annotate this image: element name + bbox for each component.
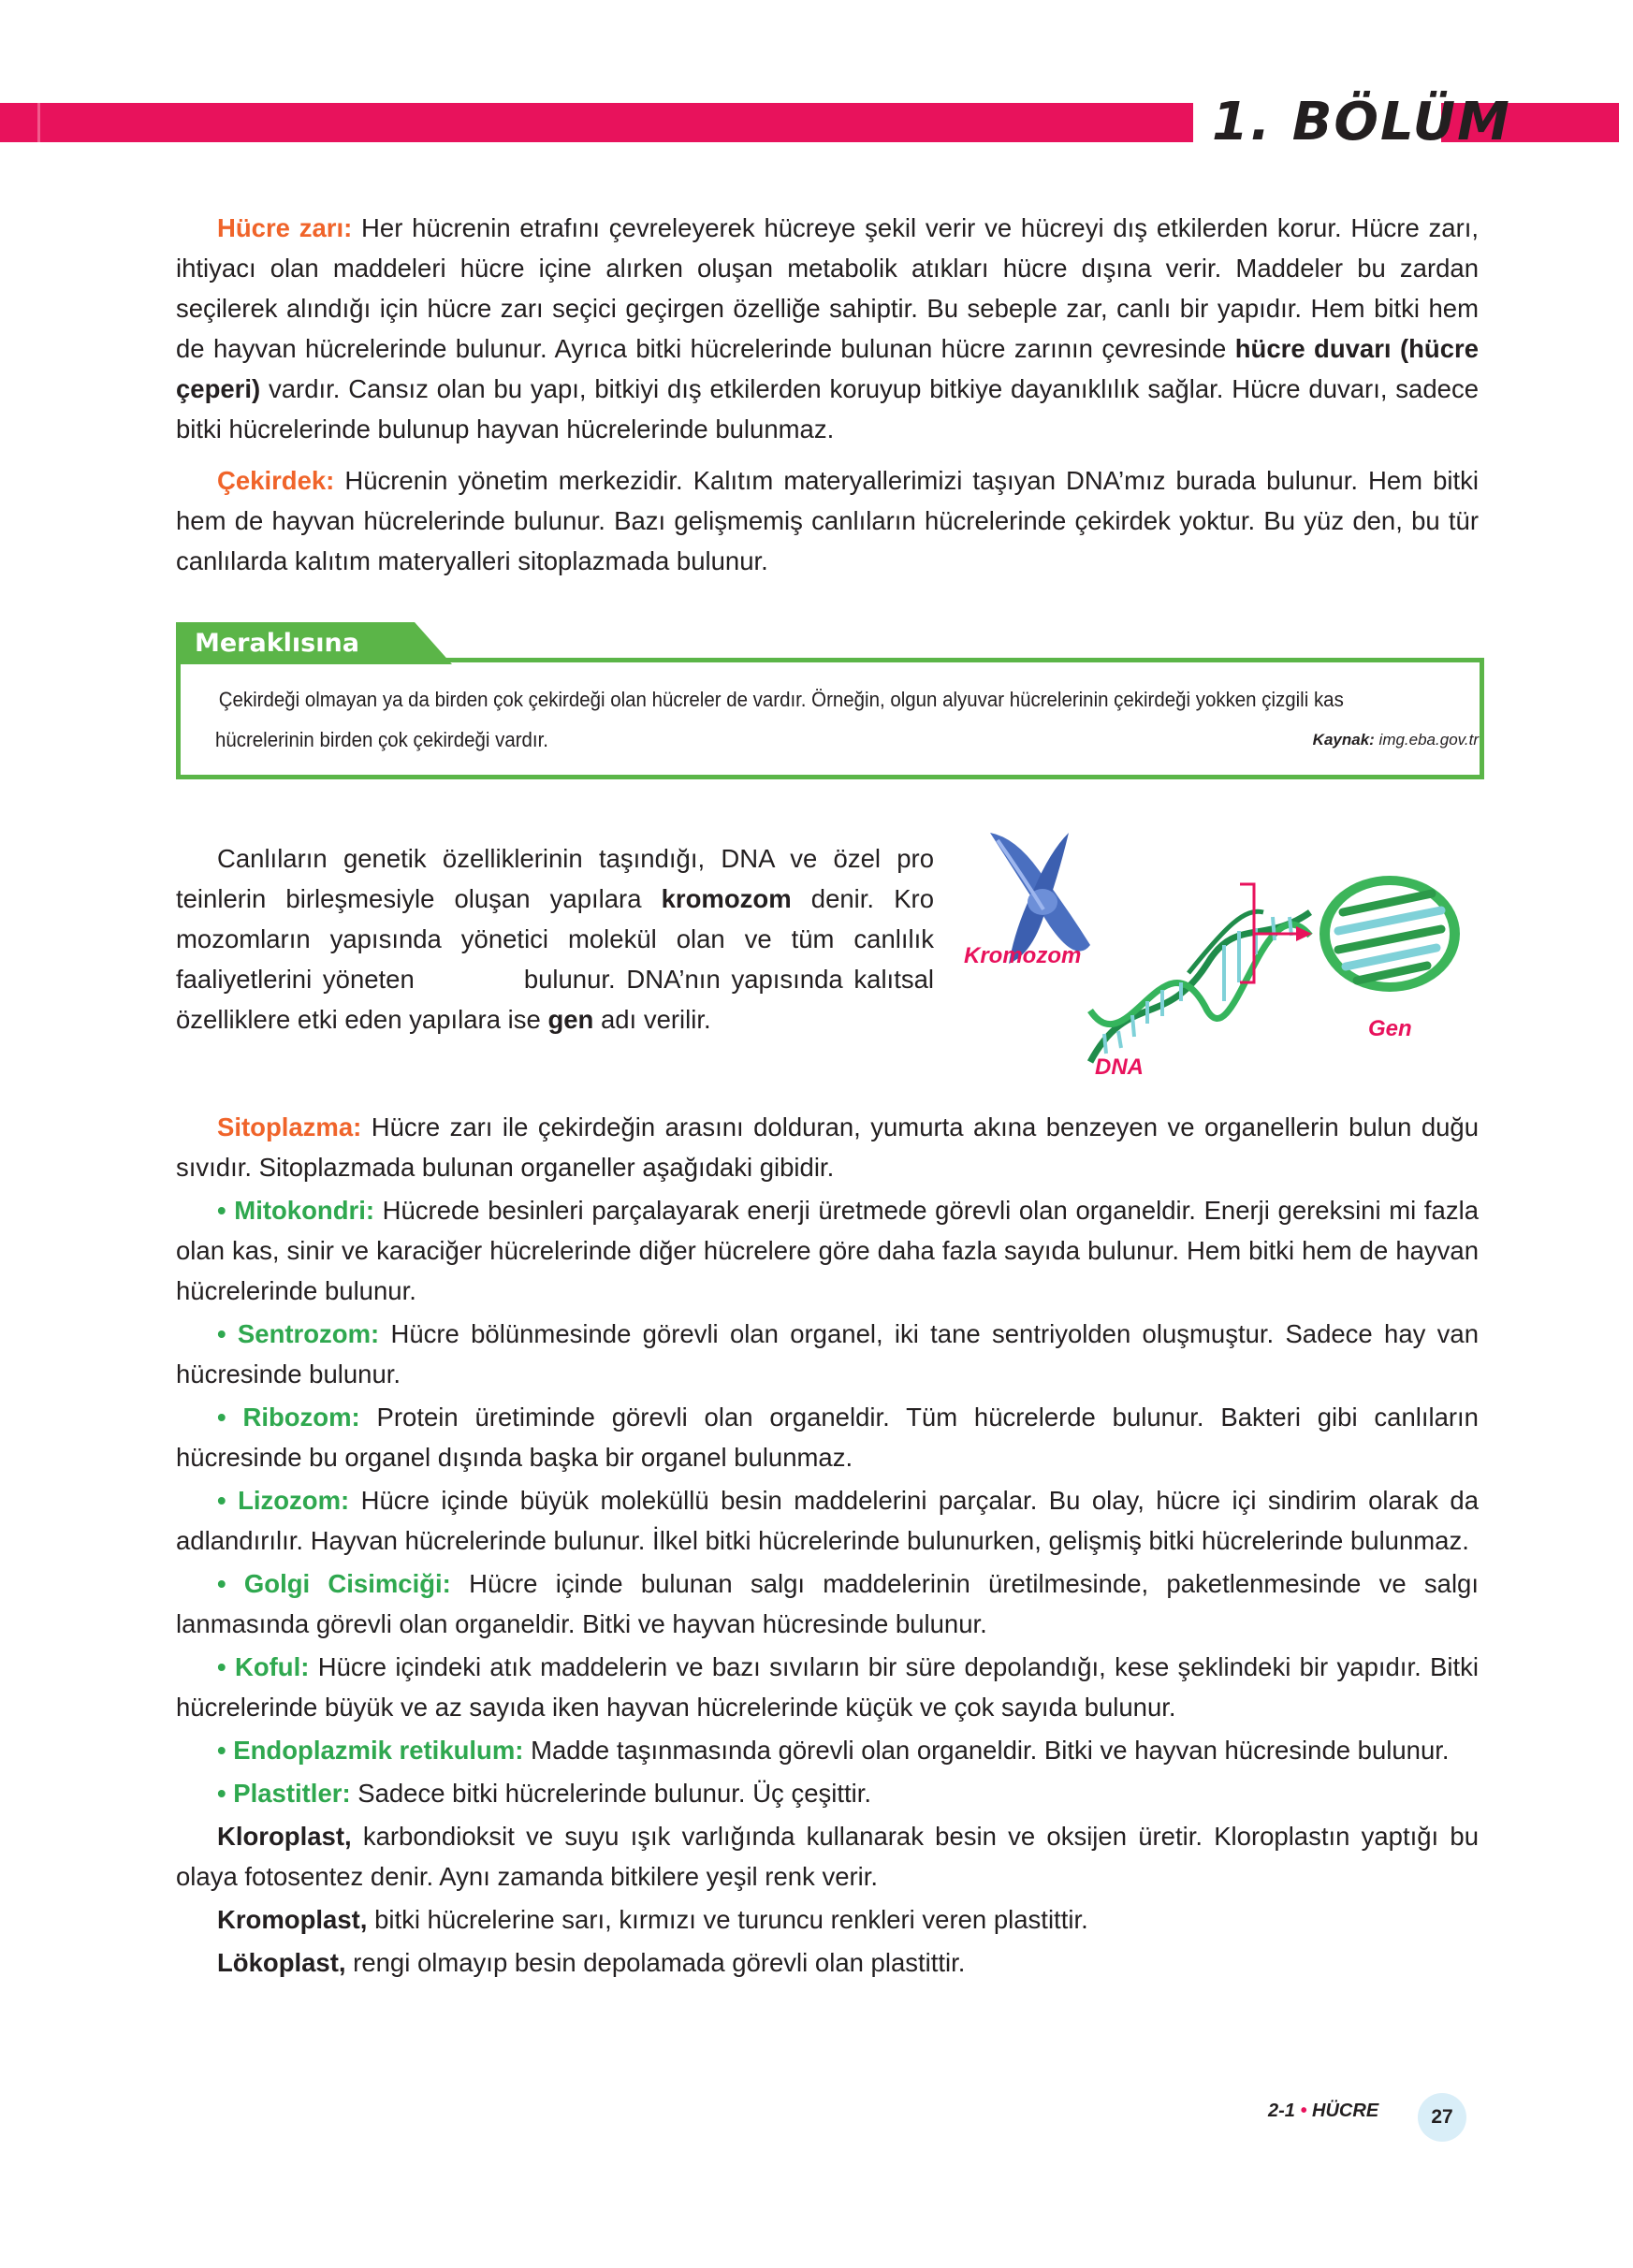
kromozom-figure [964, 823, 1488, 1095]
plastid-text: rengi olmayıp besin depolamada görevli olan plastittir. [345, 1948, 966, 1977]
source-url: img.eba.gov.tr [1374, 731, 1479, 749]
organelle-name: Ribozom: [226, 1403, 360, 1432]
bullet: • [217, 1736, 226, 1765]
organelle-text: Hücre içinde bulunan salgı maddelerinin üretilmesinde, paketlenmesinde ve salgı lanmasında görevli olan organeldir. Bitki ve hayvan hücresinde bulunur. [176, 1569, 1479, 1638]
gene-icon [1320, 876, 1460, 992]
organelle-text: Madde taşınmasında görevli olan organeldir. Bitki ve hayvan hücresinde bulunur. [523, 1736, 1450, 1765]
paragraph-cekirdek [176, 460, 1479, 581]
meraklisina-body: Çekirdeği olmayan ya da birden çok çekirdeği olan hücreler de vardır. Örneğin, olgun alyuvar hücrelerinin çekirdeği yokken çizgili kas hücrelerinin birden çok çekirdeği vardır. [215, 688, 1344, 751]
plastid-name: Kloroplast, [217, 1822, 352, 1851]
organelle-name: Mitokondri: [226, 1196, 374, 1225]
source-note [1313, 731, 1479, 749]
meraklisina-title: Meraklısına [176, 622, 415, 664]
organelle-name: Plastitler: [226, 1779, 351, 1808]
paragraph-text: adı verilir. [593, 1005, 711, 1034]
page-number: 27 [1418, 2093, 1466, 2142]
organelle-name: Golgi Cisimciği: [226, 1569, 451, 1598]
bullet: • [217, 1319, 226, 1348]
paragraph-text: denir. Kro mozomların yapısında yönetici molekül olan ve tüm canlılık faaliyetlerini yöneten bulunur. DNA’nın yapısında kalıtsal özelliklere etki eden yapılara ise [176, 884, 941, 1034]
bullet: • [217, 1486, 226, 1515]
term-sitoplazma: Sitoplazma: [217, 1112, 362, 1141]
organelle-text: Hücre içinde büyük moleküllü besin maddelerini parçalar. Bu olay, hücre içi sindirim olarak da adlandırılır. Hayvan hücrelerinde bulunur. İlkel bitki hücrelerinde bulunurken, gelişmiş bitki hücrelerinde bulunmaz. [176, 1486, 1479, 1555]
paragraph-hucre-zari [176, 208, 1479, 449]
chapter-title: 1. BÖLÜM [1212, 92, 1511, 153]
source-label: Kaynak: [1312, 731, 1375, 749]
plastid-text: karbondioksit ve suyu ışık varlığında kullanarak besin ve oksijen üretir. Kloroplastın yaptığı bu olaya fotosentez denir. Aynı zamanda bitkilere yeşil renk verir. [176, 1822, 1479, 1891]
organelle-name: Lizozom: [226, 1486, 350, 1515]
term-hucre-duvari: hücre duvarı (hücre çeperi) [176, 334, 1479, 403]
bullet: • [217, 1569, 226, 1598]
organelle-item [176, 1647, 1479, 1727]
gen-label: Gen [1368, 1016, 1412, 1041]
footer-topic: HÜCRE [1312, 2101, 1379, 2121]
meraklisina-text [215, 679, 1373, 760]
term-gen: gen [547, 1005, 594, 1034]
paragraph-text: vardır. Cansız olan bu yapı, bitkiyi dış etkilerden koruyup bitkiye dayanıklılık sağlar. Hücre duvarı, sadece bitki hücrelerinde bulunup hayvan hücrelerinde bulunmaz. [176, 374, 1479, 443]
bullet: • [217, 1652, 226, 1681]
organelle-name: Endoplazmik retikulum: [226, 1736, 524, 1765]
plastid-item [176, 1899, 1479, 1940]
bullet: • [217, 1403, 226, 1432]
bullet: • [217, 1196, 226, 1225]
term-hucre-zari: Hücre zarı: [217, 213, 353, 242]
kromozom-label: Kromozom [964, 943, 1082, 968]
organelle-text: Hücre bölünmesinde görevli olan organel, iki tane sentriyolden oluşmuştur. Sadece hay van hücresinde bulunur. [176, 1319, 1479, 1388]
organelle-text: Protein üretiminde görevli olan organeldir. Tüm hücrelerde bulunur. Bakteri gibi canlıların hücresinde bu organel dışında başka bir organel bulunmaz. [176, 1403, 1479, 1472]
bullet: • [217, 1779, 226, 1808]
organelle-text: Sadece bitki hücrelerinde bulunur. Üç çeşittir. [350, 1779, 872, 1808]
organelle-item [176, 1190, 1479, 1311]
organelle-name: Sentrozom: [226, 1319, 380, 1348]
plastid-text: bitki hücrelerine sarı, kırmızı ve turuncu renkleri veren plastittir. [367, 1905, 1088, 1934]
paragraph-sitoplazma [176, 1107, 1479, 1187]
paragraph-kromozom [176, 838, 941, 1040]
paragraph-text: Hücrenin yönetim merkezidir. Kalıtım materyallerimizi taşıyan DNA’mız burada bulunur. Hem bitki hem de hayvan hücrelerinde bulunur. Bazı gelişmemiş canlıların hücrelerinde çekirdek yoktur. Bu yüz den, bu tür canlılarda kalıtım materyalleri sitoplazmada bulunur. [176, 466, 1479, 575]
plastid-name: Kromoplast, [217, 1905, 368, 1934]
footer-unit: 2-1 [1268, 2101, 1295, 2121]
organelle-item [176, 1563, 1479, 1644]
paragraph-text: Her hücrenin etrafını çevreleyerek hücreye şekil verir ve hücreyi dış etkilerden korur. Hücre zarı, ihtiyacı olan maddeleri hücre içine alırken oluşan metabolik atıkları hücre dışına verir. Maddeler bu zardan seçilerek alındığı için hücre zarı seçici geçirgen özelliğe sahiptir. Bu sebeple zar, canlı bir yapıdır. Hem bitki hem de hayvan hücrelerinde bulunur. Ayrıca bitki hücrelerinde bulunan hücre zarının çevresinde [176, 213, 1480, 363]
intro-section [176, 208, 1479, 581]
header-band-left [0, 103, 1193, 142]
plastid-name: Lökoplast, [217, 1948, 346, 1977]
footer-section [1268, 2101, 1378, 2122]
paragraph-text: Canlıların genetik özelliklerinin taşındığı, DNA ve özel pro teinlerin birleşmesiyle oluşan yapılara [176, 844, 934, 913]
organelle-name: Koful: [226, 1652, 310, 1681]
paragraph-text: Hücre zarı ile çekirdeğin arasını dolduran, yumurta akına benzeyen ve organellerin bulun duğu sıvıdır. Sitoplazmada bulunan organeller aşağıdaki gibidir. [176, 1112, 1479, 1182]
footer-separator: • [1300, 2101, 1307, 2121]
term-kromozom: kromozom [661, 884, 792, 913]
term-cekirdek: Çekirdek: [217, 466, 335, 495]
organelle-text: Hücrede besinleri parçalayarak enerji üretmede görevli olan organeldir. Enerji gereksini mi fazla olan kas, sinir ve karaciğer hücrelerinde diğer hücrelere göre daha fazla sayıda bulunur. Hem bitki hem de hayvan hücrelerinde bulunur. [176, 1196, 1479, 1305]
organelle-item [176, 1397, 1479, 1477]
organelle-item [176, 1773, 1479, 1813]
sitoplazma-section [176, 1107, 1479, 1983]
organelle-text: Hücre içindeki atık maddelerin ve bazı sıvıların bir süre depolandığı, kese şeklindeki bir yapıdır. Bitki hücrelerinde büyük ve az sayıda iken hayvan hücrelerinde küçük ve çok sayıda bulunur. [176, 1652, 1479, 1722]
dna-label: DNA [1095, 1054, 1144, 1080]
plastid-item [176, 1942, 1479, 1983]
organelle-item [176, 1480, 1479, 1561]
organelle-item [176, 1314, 1479, 1394]
organelle-item [176, 1730, 1479, 1770]
plastid-item [176, 1816, 1479, 1897]
